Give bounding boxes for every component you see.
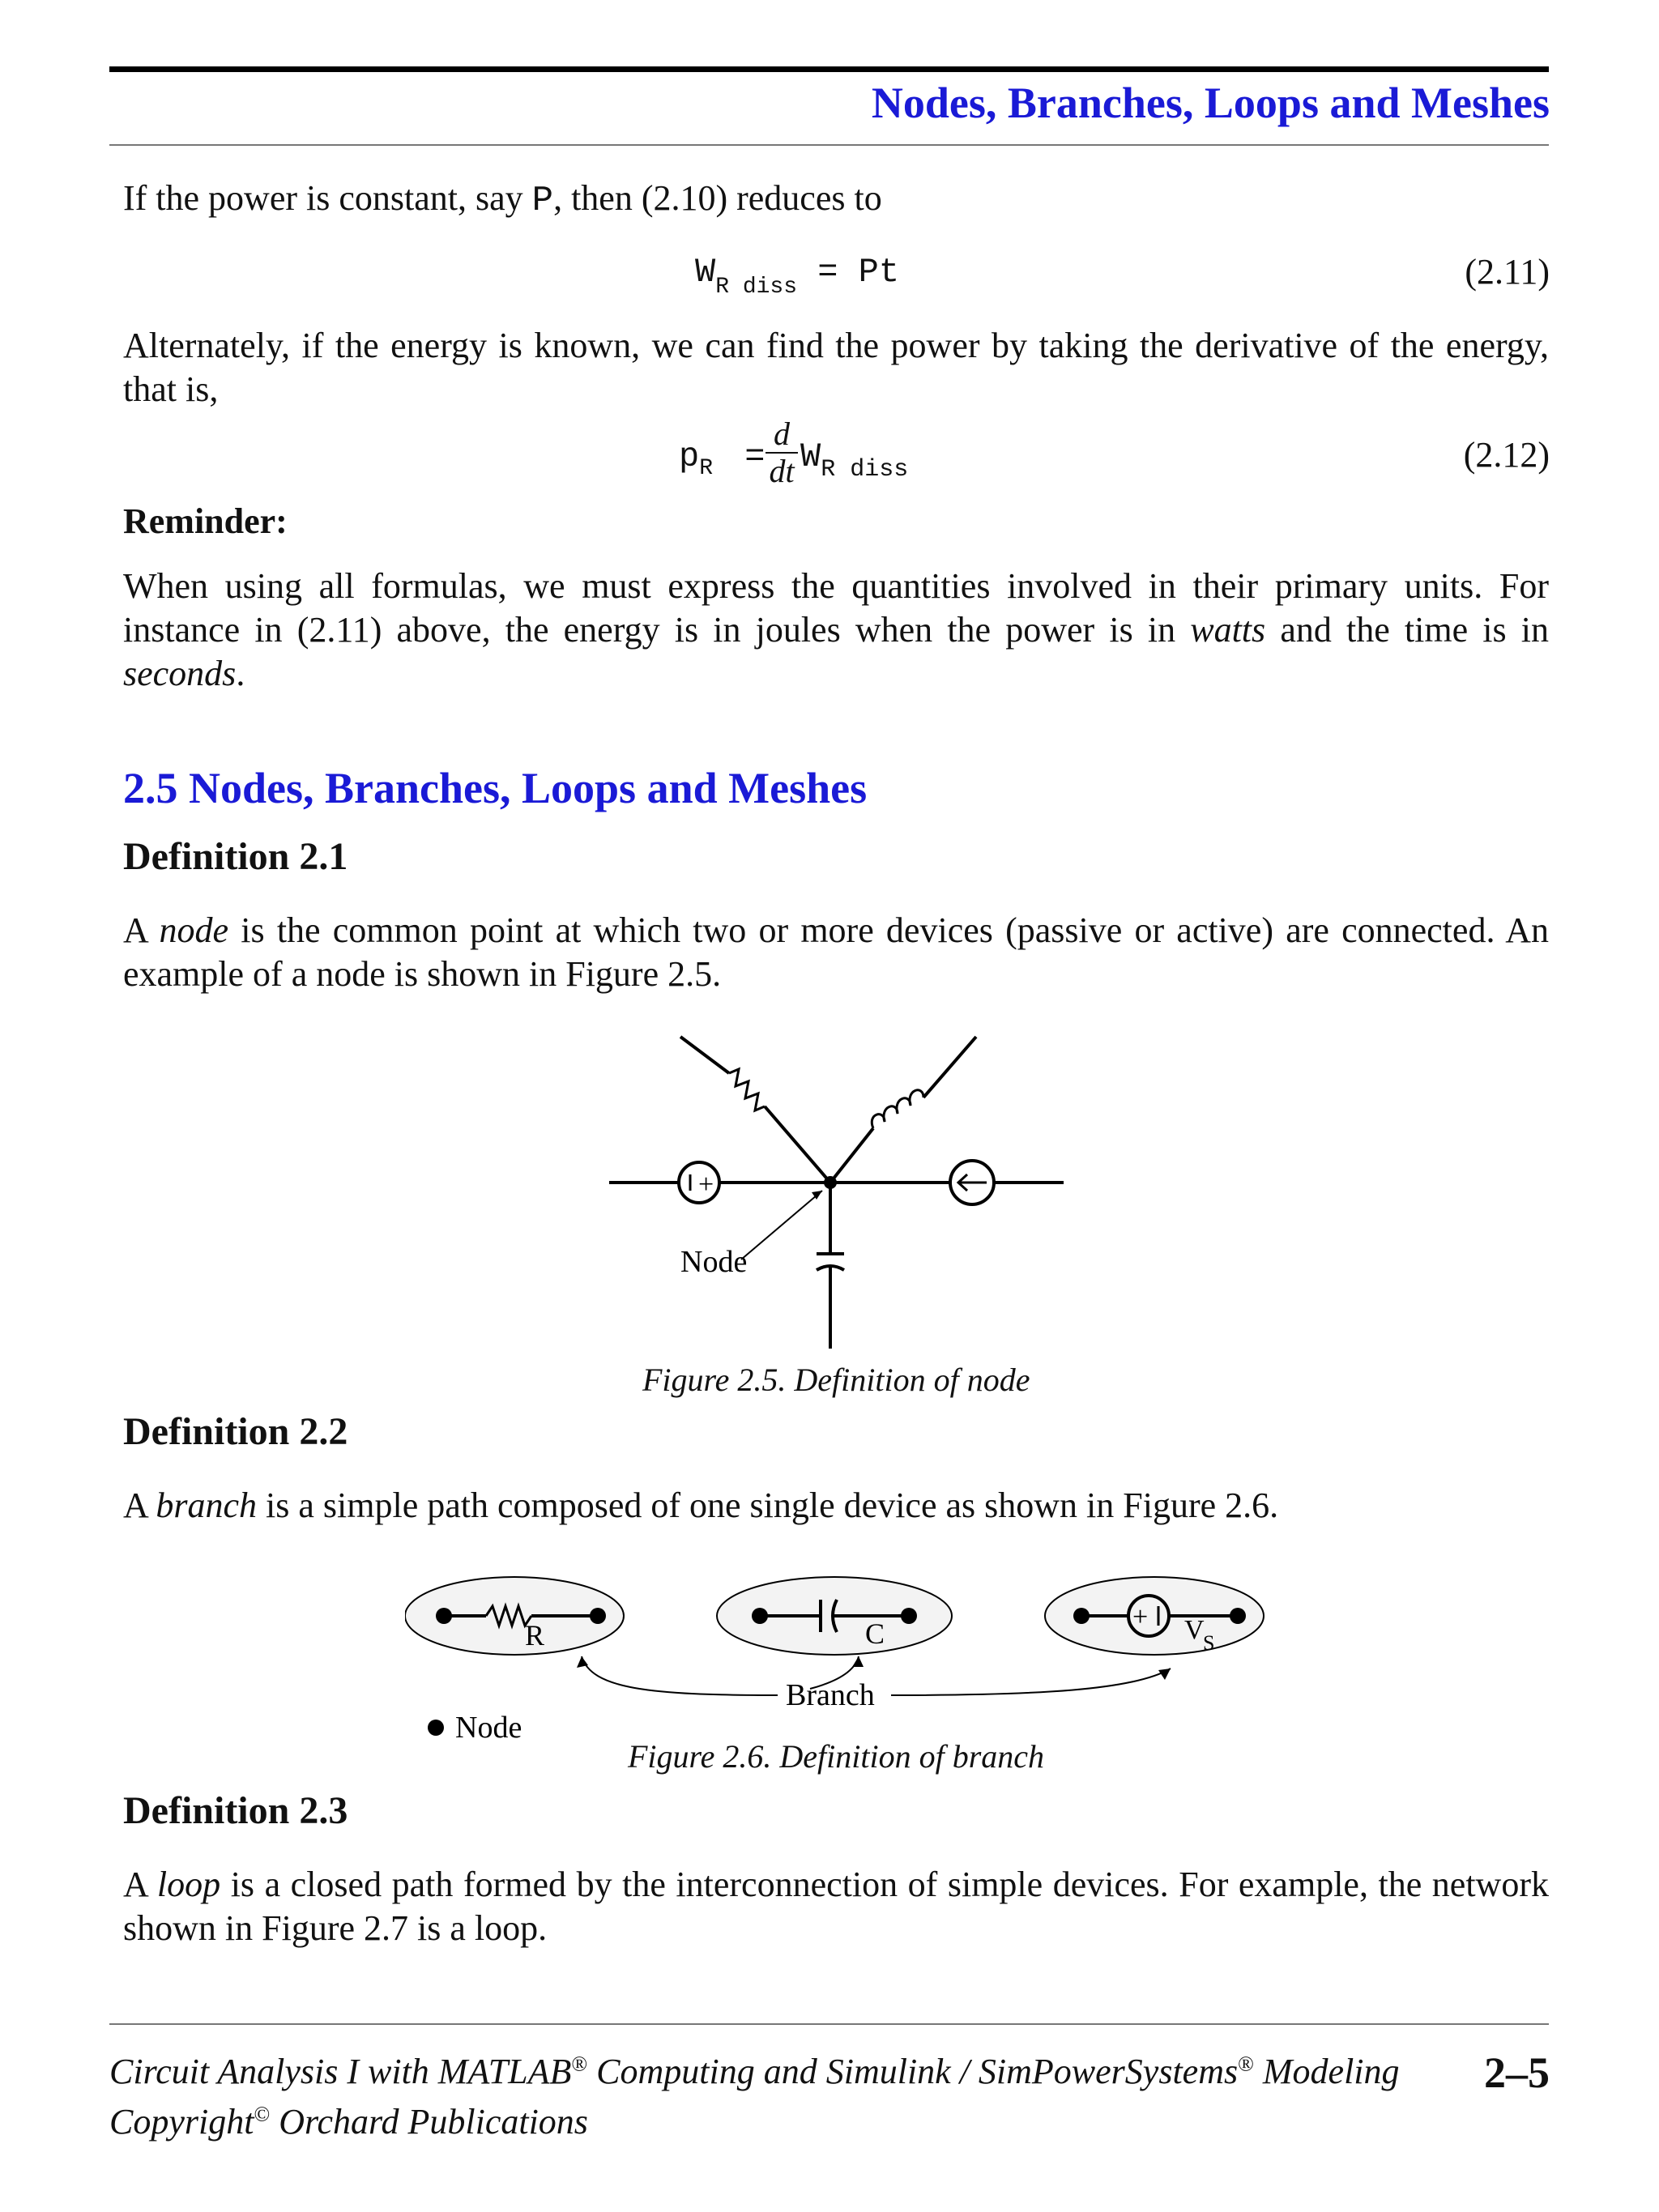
reminder-watts: watts [1190,610,1266,650]
label-v: V [1184,1615,1205,1645]
intro-var-p: P [531,181,554,221]
equation-number-2-12: (2.12) [1463,435,1550,475]
header-divider [109,144,1549,146]
eq212-lhs-sub: R [699,456,714,481]
legend-node-label: Node [455,1711,522,1741]
eq212-w: W [800,437,821,476]
registered-mark: ® [571,2052,588,2076]
def23-text-a: A [123,1865,157,1904]
legend-node-dot [428,1720,444,1736]
def21-term: node [159,910,229,950]
def22-text-b: is a simple path composed of one single device as shown in Figure 2.6. [257,1485,1279,1525]
node-dot-r2 [590,1608,606,1624]
footer-copyright-label: Copyright [109,2102,254,2142]
node-pointer-line [741,1191,822,1259]
section-heading: 2.5 Nodes, Branches, Loops and Meshes [123,764,868,812]
page-number: 2–5 [1484,2048,1550,2097]
footer-title-b: Computing and Simulink / SimPowerSystems [587,2052,1239,2091]
reminder-text-b: and the time is in [1265,610,1549,650]
def21-text-b: is the common point at which two or more devices (passive or active) are connected. An example of a node is shown in Figure 2.5. [123,910,1549,994]
branch-arrow-to-resistor [582,1656,778,1695]
definition-2-3-text [123,1863,1549,1950]
reminder-text-c: . [236,654,245,693]
source-plus-sign: + [1132,1602,1149,1632]
footer-publisher: Orchard Publications [270,2102,588,2142]
equation-2-11 [695,253,900,300]
header-rule [109,66,1549,72]
label-v-sub: S [1203,1631,1215,1655]
eq212-equals: = [744,437,766,476]
footer-copyright [109,2101,588,2142]
label-r: R [525,1619,545,1652]
arrowhead-capacitor [852,1656,864,1667]
def22-text-a: A [123,1485,156,1525]
equation-2-12 [679,437,766,481]
running-header: Nodes, Branches, Loops and Meshes [871,79,1550,127]
eq211-lhs: W [695,253,716,292]
node-label: Node [680,1245,748,1279]
inductor-lead-outer [923,1037,976,1097]
eq212-denominator: dt [769,453,795,489]
figure-2-5-caption: Figure 2.5. Definition of node [642,1362,1030,1398]
eq212-numerator: d [774,416,790,452]
reminder-text [123,565,1549,696]
definition-2-1-text [123,909,1549,996]
footer-title-c: Modeling [1253,2052,1400,2091]
footer-book-title [109,2051,1400,2092]
node-dot-v1 [1073,1608,1090,1624]
branch-arrow-to-source [891,1669,1171,1695]
figure-2-6-caption: Figure 2.6. Definition of branch [628,1738,1045,1775]
node-dot-r1 [436,1608,452,1624]
eq211-rhs: = Pt [817,253,900,292]
def22-term: branch [156,1485,258,1525]
eq212-rhs [800,437,909,484]
reminder-text-a: When using all formulas, we must express the quantities involved in their primary units. For instance in (2.11) above, the energy is in joules when the power is in [123,566,1549,650]
copyright-mark: © [254,2102,271,2126]
alternate-paragraph: Alternately, if the energy is known, we can find the power by taking the derivative of the energy, that is, [123,326,1549,409]
intro-text-start: If the power is constant, say [123,178,523,218]
eq211-sub: R diss [715,275,798,300]
inductor-coils [872,1090,923,1128]
def23-term: loop [156,1865,221,1904]
eq212-fraction [766,418,798,488]
footer-divider [109,2023,1549,2025]
eq212-w-sub: R diss [821,456,909,484]
node-dot-c1 [752,1608,768,1624]
definition-2-3-title: Definition 2.3 [123,1789,348,1832]
definition-2-2-title: Definition 2.2 [123,1410,348,1453]
node-dot-v2 [1230,1608,1246,1624]
eq212-lhs: p [679,437,700,476]
definition-2-2-text [123,1484,1549,1528]
plus-sign-left: + [698,1170,714,1200]
figure-2-6-diagram [405,1559,1272,1741]
resistor-zigzag [729,1069,765,1110]
definition-2-1-title: Definition 2.1 [123,835,348,878]
resistor-lead-inner [765,1106,830,1183]
label-c: C [865,1617,885,1650]
footer-title-a: Circuit Analysis I with MATLAB [109,2052,572,2091]
node-dot-c2 [901,1608,917,1624]
equation-number-2-11: (2.11) [1465,252,1550,292]
figure-2-5-diagram [599,1025,1069,1365]
node-dot [824,1176,837,1189]
inductor-lead-inner [830,1128,873,1183]
registered-mark-2: ® [1238,2052,1254,2076]
resistor-lead-outer [680,1037,729,1073]
intro-text-end: , then (2.10) reduces to [553,178,882,218]
reminder-seconds: seconds [123,654,237,693]
def23-text-b: is a closed path formed by the interconnection of simple devices. For example, the network shown in Figure 2.7 is a loop. [123,1865,1549,1948]
def21-text-a: A [123,910,160,950]
intro-line [123,177,1549,223]
reminder-title: Reminder: [123,501,288,541]
label-branch: Branch [786,1678,875,1712]
